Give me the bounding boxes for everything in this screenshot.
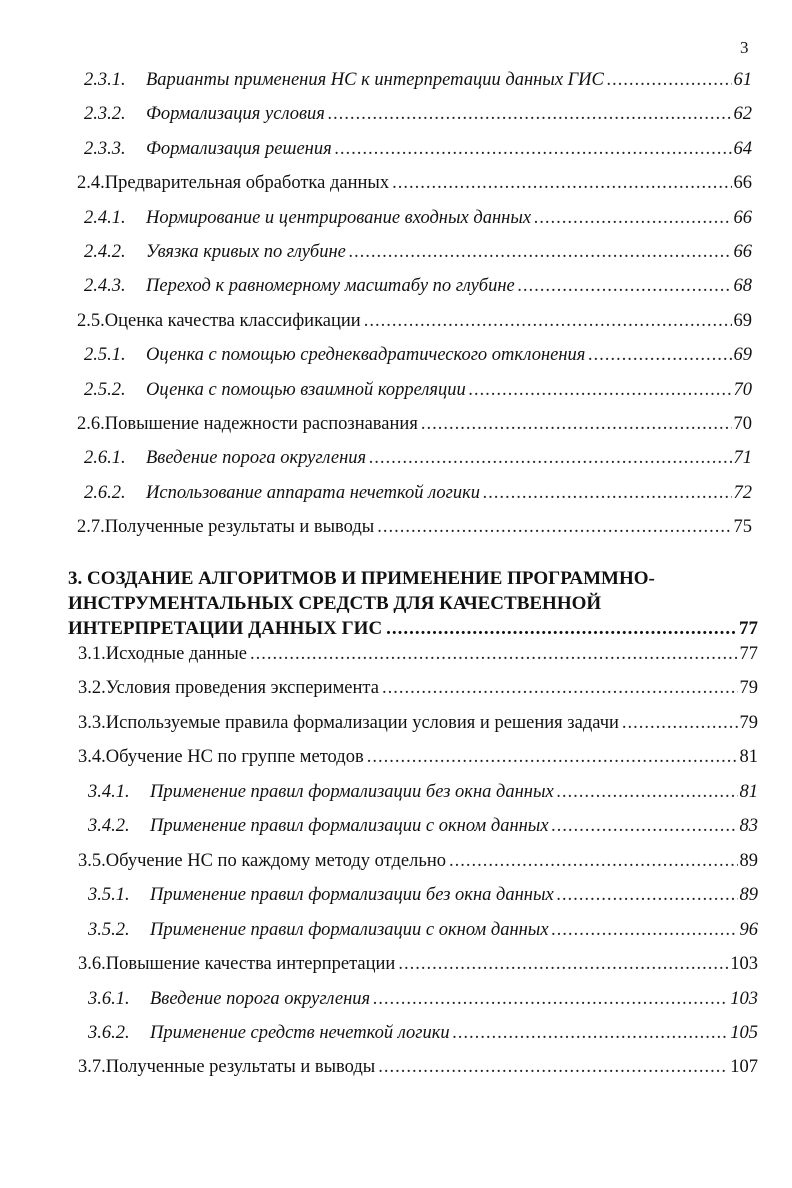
- entry-page: 70: [733, 414, 752, 434]
- dot-leader: [335, 139, 732, 160]
- entry-page: 107: [730, 1057, 758, 1078]
- chapter-title-line-3-row: [68, 616, 758, 641]
- entry-page: 89: [739, 850, 758, 871]
- entry-page: 66: [733, 242, 752, 262]
- dot-leader: [382, 678, 738, 699]
- entry-title: Применение правил формализации без окна данных: [150, 885, 554, 906]
- entry-title: Увязка кривых по глубине: [146, 242, 346, 262]
- toc-subsection-entry[interactable]: [88, 816, 758, 842]
- toc-subsection-entry[interactable]: [88, 782, 758, 808]
- dot-leader: [453, 1023, 729, 1044]
- toc-section-entry[interactable]: [78, 1057, 758, 1083]
- dot-leader: [328, 104, 732, 125]
- toc-section-entry[interactable]: [77, 311, 752, 337]
- entry-page: 96: [739, 919, 758, 940]
- entry-number: 2.4.: [77, 173, 105, 194]
- toc-subsection-entry[interactable]: [84, 242, 752, 268]
- entry-page: 66: [733, 173, 752, 194]
- entry-number: 3.7.: [78, 1057, 106, 1078]
- entry-number: 3.1.: [78, 644, 106, 664]
- entry-page: 79: [739, 712, 758, 733]
- entry-title: Варианты применения НС к интерпретации данных ГИС: [146, 70, 604, 90]
- toc-subsection-entry[interactable]: [84, 345, 752, 371]
- dot-leader: [392, 173, 731, 194]
- entry-number: 2.3.3.: [84, 138, 126, 159]
- entry-title: Оценка с помощью взаимной корреляции: [146, 379, 466, 400]
- entry-page: 105: [730, 1022, 758, 1043]
- entry-title: Переход к равномерному масштабу по глубине: [146, 276, 515, 297]
- entry-page: 69: [733, 310, 752, 331]
- dot-leader: [367, 747, 738, 768]
- entry-title: Использование аппарата нечеткой логики: [146, 482, 480, 503]
- dot-leader: [364, 311, 732, 332]
- toc-subsection-entry[interactable]: [84, 483, 752, 509]
- toc-subsection-entry[interactable]: [88, 920, 758, 946]
- chapter-title-line-2: ИНСТРУМЕНТАЛЬНЫХ СРЕДСТВ ДЛЯ КАЧЕСТВЕННОЙ: [68, 593, 602, 614]
- entry-title: Обучение НС по каждому методу отдельно: [105, 850, 446, 871]
- chapter-title-line-1: 3. СОЗДАНИЕ АЛГОРИТМОВ И ПРИМЕНЕНИЕ ПРОГРАММНО-: [68, 568, 655, 589]
- entry-title: Оценка с помощью среднеквадратического отклонения: [146, 345, 586, 366]
- entry-page: 70: [733, 379, 752, 400]
- toc-section-entry[interactable]: [78, 747, 758, 773]
- entry-page: 66: [733, 207, 752, 228]
- entry-number: 3.5.2.: [88, 919, 130, 940]
- entry-number: 3.6.1.: [88, 988, 130, 1009]
- entry-number: 2.3.1.: [84, 70, 126, 90]
- toc-subsection-entry[interactable]: [84, 208, 752, 234]
- entry-number: 2.4.1.: [84, 207, 126, 228]
- entry-title: Полученные результаты и выводы: [105, 1057, 376, 1078]
- page-number: 3: [740, 38, 749, 57]
- dot-leader: [386, 616, 737, 641]
- entry-number: 2.4.2.: [84, 242, 126, 262]
- entry-title: Применение правил формализации с окном данных: [150, 816, 549, 837]
- dot-leader: [588, 345, 731, 366]
- dot-leader: [557, 885, 738, 906]
- entry-page: 72: [733, 482, 752, 503]
- entry-page: 62: [733, 104, 752, 125]
- entry-number: 3.6.2.: [88, 1022, 130, 1043]
- dot-leader: [552, 920, 738, 941]
- entry-number: 3.6.: [78, 954, 106, 975]
- entry-number: 2.5.2.: [84, 379, 126, 400]
- entry-number: 3.5.1.: [88, 885, 130, 906]
- toc-section-entry[interactable]: [78, 678, 758, 704]
- entry-number: 3.4.2.: [88, 816, 130, 837]
- entry-title: Применение правил формализации с окном данных: [150, 919, 549, 940]
- entry-title: Полученные результаты и выводы: [104, 517, 375, 538]
- toc-subsection-entry[interactable]: [84, 139, 752, 165]
- toc-section-entry[interactable]: [78, 644, 758, 670]
- entry-title: Повышение качества интерпретации: [105, 954, 396, 975]
- dot-leader: [349, 242, 732, 263]
- entry-page: 77: [739, 644, 758, 664]
- entry-number: 2.6.2.: [84, 482, 126, 503]
- entry-title: Оценка качества классификации: [104, 310, 361, 331]
- toc-section-entry[interactable]: [78, 851, 758, 877]
- toc-subsection-entry[interactable]: [84, 276, 752, 302]
- entry-page: 81: [739, 781, 758, 802]
- entry-title: Обучение НС по группе методов: [105, 747, 364, 768]
- toc-subsection-entry[interactable]: [84, 380, 752, 406]
- entry-number: 2.6.: [77, 414, 105, 434]
- entry-number: 2.5.1.: [84, 345, 126, 366]
- entry-number: 3.4.: [78, 747, 106, 768]
- toc-subsection-entry[interactable]: [88, 1023, 758, 1049]
- entry-number: 2.4.3.: [84, 276, 126, 297]
- entry-number: 3.3.: [78, 712, 106, 733]
- entry-number: 2.7.: [77, 517, 105, 538]
- entry-title: Используемые правила формализации условия и решения задачи: [105, 712, 619, 733]
- entry-title: Формализация решения: [146, 138, 332, 159]
- chapter-title-line-3: ИНТЕРПРЕТАЦИИ ДАННЫХ ГИС: [68, 618, 383, 639]
- toc-subsection-entry[interactable]: [84, 70, 752, 96]
- dot-leader: [534, 208, 731, 229]
- entry-title: Введение порога округления: [146, 448, 367, 469]
- entry-title: Введение порога округления: [150, 988, 371, 1009]
- chapter-3-heading[interactable]: [68, 566, 758, 641]
- entry-number: 2.5.: [77, 310, 105, 331]
- entry-title: Условия проведения эксперимента: [105, 678, 379, 699]
- toc-subsection-entry[interactable]: [88, 989, 758, 1015]
- entry-number: 2.6.1.: [84, 448, 126, 469]
- dot-leader: [483, 483, 732, 504]
- entry-title: Применение правил формализации без окна данных: [150, 781, 554, 802]
- dot-leader: [449, 851, 738, 872]
- entry-title: Применение средств нечеткой логики: [150, 1022, 450, 1043]
- entry-page: 103: [730, 988, 758, 1009]
- entry-title: Исходные данные: [105, 644, 247, 664]
- entry-page: 64: [733, 138, 752, 159]
- entry-page: 68: [733, 276, 752, 297]
- dot-leader: [377, 517, 731, 538]
- dot-leader: [378, 1057, 728, 1078]
- dot-leader: [421, 414, 732, 435]
- toc-section-entry[interactable]: [78, 713, 758, 739]
- toc-section-entry[interactable]: [77, 414, 752, 440]
- dot-leader: [518, 276, 732, 297]
- entry-page: 75: [733, 517, 752, 538]
- dot-leader: [398, 954, 728, 975]
- entry-page: 61: [733, 70, 752, 90]
- dot-leader: [369, 448, 731, 469]
- entry-page: 71: [733, 448, 752, 469]
- entry-title: Повышение надежности распознавания: [104, 414, 418, 434]
- dot-leader: [607, 70, 732, 91]
- dot-leader: [373, 989, 728, 1010]
- dot-leader: [552, 816, 738, 837]
- chapter-page: 77: [739, 618, 758, 639]
- dot-leader: [622, 713, 738, 734]
- toc-section-entry[interactable]: [77, 517, 752, 543]
- toc-subsection-entry[interactable]: [84, 448, 752, 474]
- toc-subsection-entry[interactable]: [88, 885, 758, 911]
- entry-page: 69: [733, 345, 752, 366]
- entry-page: 81: [739, 747, 758, 768]
- entry-page: 103: [730, 954, 758, 975]
- entry-number: 3.2.: [78, 678, 106, 699]
- dot-leader: [469, 380, 732, 401]
- entry-page: 89: [739, 885, 758, 906]
- entry-title: Нормирование и центрирование входных данных: [146, 207, 532, 228]
- toc-section-entry[interactable]: [78, 954, 758, 980]
- toc-section-entry[interactable]: [77, 173, 752, 199]
- dot-leader: [250, 644, 738, 665]
- entry-number: 3.4.1.: [88, 781, 130, 802]
- entry-title: Предварительная обработка данных: [104, 173, 390, 194]
- dot-leader: [557, 782, 738, 803]
- entry-number: 3.5.: [78, 850, 106, 871]
- entry-page: 83: [739, 816, 758, 837]
- toc-subsection-entry[interactable]: [84, 104, 752, 130]
- entry-page: 79: [739, 678, 758, 699]
- entry-title: Формализация условия: [146, 104, 325, 125]
- entry-number: 2.3.2.: [84, 104, 126, 125]
